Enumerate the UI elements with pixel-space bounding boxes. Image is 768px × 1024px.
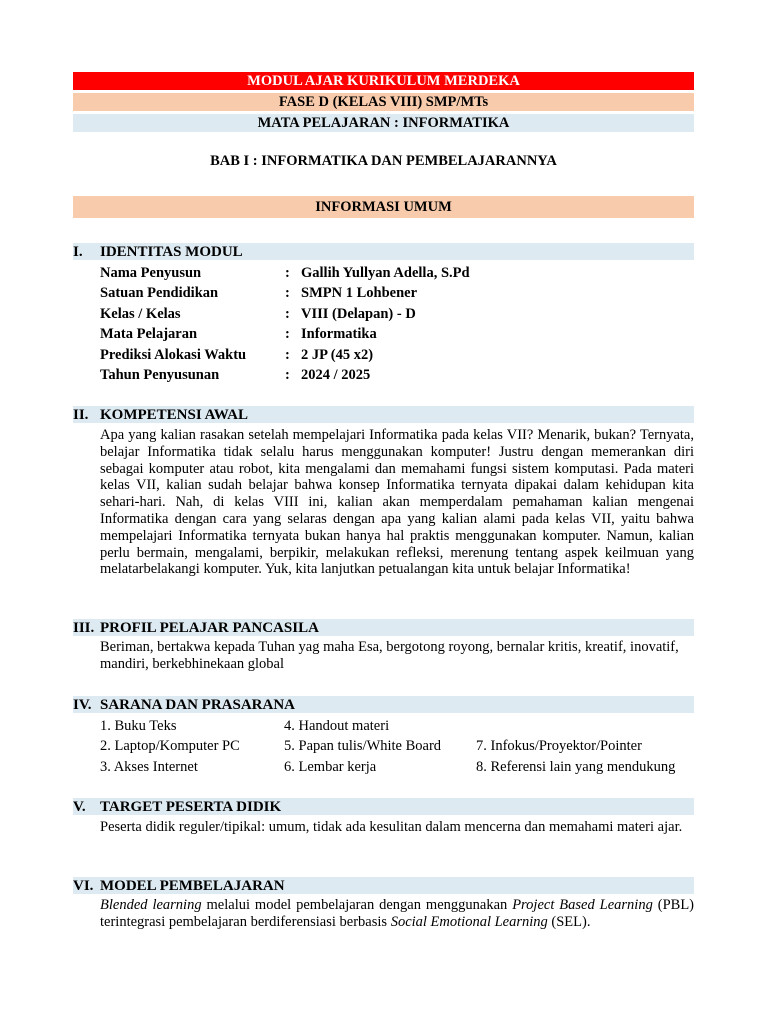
section-title: IDENTITAS MODUL: [100, 244, 243, 260]
general-info-banner: INFORMASI UMUM: [73, 196, 694, 218]
model-text-part: melalui model pembelajaran dengan menggunakan: [201, 897, 513, 913]
identity-row: [100, 365, 700, 385]
target-text: Peserta didik reguler/tipikal: umum, tidak ada kesulitan dalam mencerna dan memahami materi ajar.: [100, 819, 683, 835]
section-title: MODEL PEMBELAJARAN: [100, 878, 285, 894]
sarana-item: 8. Referensi lain yang mendukung: [476, 759, 676, 775]
section-number: V.: [73, 799, 86, 815]
section-title: KOMPETENSI AWAL: [100, 407, 248, 423]
section-title: PROFIL PELAJAR PANCASILA: [100, 620, 319, 636]
section-sarana-prasarana: [73, 696, 694, 713]
section-identitas-modul: [73, 243, 694, 260]
section-title: TARGET PESERTA DIDIK: [100, 799, 282, 815]
identity-label: Nama Penyusun: [100, 265, 202, 281]
sarana-item: 5. Papan tulis/White Board: [284, 738, 442, 754]
identity-value: VIII (Delapan) - D: [301, 306, 416, 322]
identity-colon: :: [285, 306, 290, 322]
identity-row: [100, 263, 700, 283]
identity-label: Satuan Pendidikan: [100, 285, 219, 301]
section-title: SARANA DAN PRASARANA: [100, 697, 296, 713]
identity-value: Gallih Yullyan Adella, S.Pd: [301, 265, 470, 281]
identity-value: SMPN 1 Lohbener: [301, 285, 417, 301]
sarana-item: 6. Lembar kerja: [284, 759, 377, 775]
section-number: III.: [73, 620, 95, 636]
subject-banner: MATA PELAJARAN : INFORMATIKA: [73, 114, 694, 132]
section-model-pembelajaran: [73, 877, 694, 894]
identity-colon: :: [285, 285, 290, 301]
section-number: I.: [73, 244, 83, 260]
identity-row: [100, 324, 700, 344]
sarana-item: 4. Handout materi: [284, 718, 390, 734]
identity-value: Informatika: [301, 326, 377, 342]
identity-label: Prediksi Alokasi Waktu: [100, 347, 247, 363]
sel-term: Social Emotional Learning: [390, 913, 548, 930]
identity-label: Tahun Penyusunan: [100, 367, 220, 383]
identity-colon: :: [285, 326, 290, 342]
identity-row: [100, 304, 700, 324]
sarana-item: 3. Akses Internet: [100, 759, 198, 775]
identity-label: Mata Pelajaran: [100, 326, 198, 342]
identity-value: 2024 / 2025: [301, 367, 371, 383]
section-target-peserta-didik: [73, 798, 694, 815]
identity-label: Kelas / Kelas: [100, 306, 181, 322]
chapter-title: BAB I : INFORMATIKA DAN PEMBELAJARANNYA: [210, 153, 557, 169]
identity-row: [100, 283, 700, 303]
identity-colon: :: [285, 265, 290, 281]
model-text: [100, 897, 694, 931]
kompetensi-awal-text: Apa yang kalian rasakan setelah mempelajari Informatika pada kelas VII? Menarik, bukan? Ternyata, belajar Informatika tidak selalu harus menggunakan komputer! Justru dengan memerankan diri sebagai komputer atau robot, kita mengalami dan memahami fungsi sistem komputasi. Pada materi kelas VII, kalian sudah belajar bahwa konsep Informatika ternyata dipakai dalam kehidupan kita sehari-hari. Nah, di kelas VIII ini, kalian akan memperdalam pemahaman kalian mengenai Informatika dengan cara yang selaras dengan apa yang kalian alami pada kelas VII, yaitu bahwa mempelajari Informatika ternyata bukan hanya hal praktis menggunakan komputer. Namun, kalian perlu bermain, mengalami, berpikir, melakukan refleksi, merenung tentang aspek keilmuan yang melatarbelakangi komputer. Yuk, kita lanjutkan petualangan kita untuk belajar Informatika!: [100, 427, 694, 578]
sarana-item: 1. Buku Teks: [100, 718, 177, 734]
blended-learning-term: Blended learning: [100, 897, 202, 913]
module-title-banner: MODUL AJAR KURIKULUM MERDEKA: [73, 72, 694, 90]
phase-banner: FASE D (KELAS VIII) SMP/MTs: [73, 93, 694, 111]
sarana-item: 2. Laptop/Komputer PC: [100, 738, 240, 754]
section-kompetensi-awal: [73, 406, 694, 423]
section-number: IV.: [73, 697, 92, 713]
section-number: VI.: [73, 878, 94, 894]
identity-colon: :: [285, 347, 290, 363]
identity-row: [100, 345, 700, 365]
profil-text: Beriman, bertakwa kepada Tuhan yag maha Esa, bergotong royong, bernalar kritis, kreatif, inovatif, mandiri, berkebhinekaan global: [100, 639, 679, 672]
section-number: II.: [73, 407, 89, 423]
identity-value: 2 JP (45 x2): [301, 347, 374, 363]
pbl-term: Project Based Learning: [512, 897, 653, 913]
model-text-part: (PBL) terintegrasi pembelajaran berdiferensiasi berbasis: [100, 897, 695, 930]
section-profil-pelajar-pancasila: [73, 619, 694, 636]
identity-colon: :: [285, 367, 290, 383]
model-text-part: (SEL).: [547, 913, 591, 930]
sarana-item: 7. Infokus/Proyektor/Pointer: [476, 738, 642, 754]
